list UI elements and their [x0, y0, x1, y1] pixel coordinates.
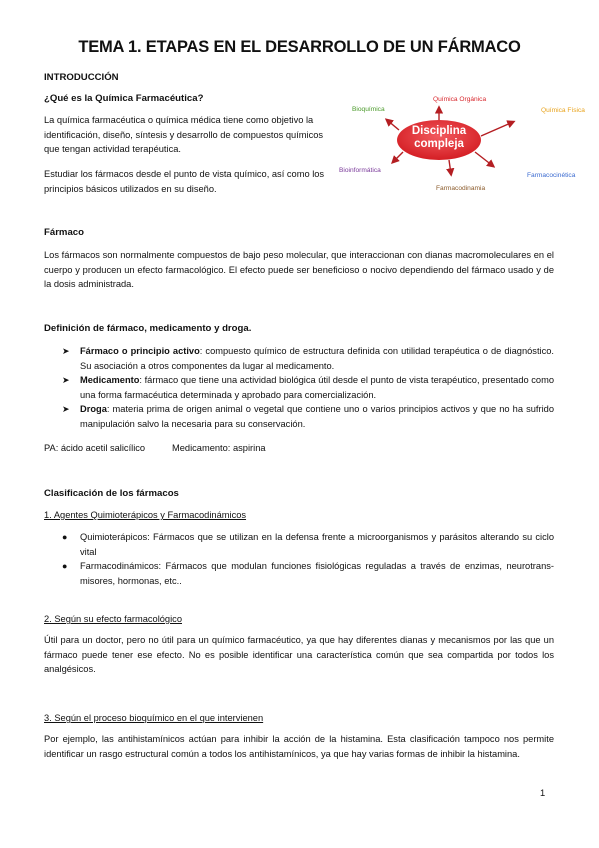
label-farmacodinamia: Farmacodinamia [436, 185, 486, 192]
disciplines-diagram [335, 92, 599, 202]
sec1-item-text: Farmacodinámicos: Fármacos que modulan funciones fisiológicas reguladas a través de enzimas, neurotrans- misores, hormonas, etc.. [80, 561, 554, 586]
label-bioinformatica: Bioinformática [339, 167, 381, 174]
center-label [397, 125, 481, 150]
arrow-down [449, 160, 451, 174]
term-droga: Droga [80, 404, 107, 414]
label-quimica-organica: Química Orgánica [433, 96, 487, 103]
sec2-paragraph: Útil para un doctor, pero no útil para un químico farmacéutico, ya que hay diferentes dianas y mecanismos por las que un fármaco puede tener ese efecto. No es posible identificar una característica común que sea compartida por todos los analgésicos. [44, 635, 554, 674]
sec3-paragraph: Por ejemplo, las antihistamínicos actúan para inhibir la acción de la histamina. Esta clasificación tampoco nos permite identificar un rasgo estructural común a todos los antihistamínicos, ya que hay varias formas de inhibir la histamina. [44, 734, 554, 759]
center-label-line-1: Disciplina [411, 125, 467, 137]
bullet-icon: ● [62, 532, 68, 542]
label-farmacocinetica: Farmacocinética [527, 172, 576, 179]
label-bioquimica: Bioquímica [352, 106, 385, 113]
arrow-bullet-icon: ➤ [62, 404, 70, 414]
intro-paragraph-1: La química farmacéutica o química médica tiene como objetivo la identificación, diseño, síntesis y desarrollo de compuestos químicos que tengan actividad terapéutica. [44, 115, 324, 154]
sec1-item-text: Quimioterápicos: Fármacos que se utilizan en la defensa frente a microorganismos y parásitos alterando su ciclo vital [80, 532, 554, 557]
example-pa: PA: ácido acetil salicílico [44, 443, 146, 453]
label-quimica-fisica: Química Física [541, 107, 585, 114]
sec1-item-farmacodinamicos [62, 559, 554, 588]
page-title: TEMA 1. ETAPAS EN EL DESARROLLO DE UN FÁRMACO [78, 38, 521, 56]
arrow-right [481, 122, 513, 136]
definicion-item-droga [62, 402, 554, 431]
farmaco-paragraph: Los fármacos son normalmente compuestos de bajo peso molecular, que interaccionan con dianas macromoleculares en el cuerpo y producen un efecto farmacológico. El efecto puede ser beneficioso o nocivo dependiendo del fármaco usado y de la dosis administrada. [44, 250, 554, 289]
definicion-heading: Definición de fármaco, medicamento y droga. [44, 323, 252, 334]
sec3-heading: 3. Según el proceso bioquímico en el que intervienen [44, 713, 264, 723]
definicion-item-medicamento [62, 373, 554, 402]
definicion-list [62, 344, 554, 431]
definition-droga: : materia prima de origen animal o vegetal que contiene uno o varios principios activos y que no ha sufrido manipulación salvo la necesaria para su conservación. [80, 404, 554, 429]
sec2-heading: 2. Según su efecto farmacológico [44, 614, 182, 624]
definicion-item-farmaco [62, 344, 554, 373]
bullet-icon: ● [62, 561, 68, 571]
page-number: 1 [540, 788, 546, 798]
intro-paragraph-2: Estudiar los fármacos desde el punto de vista químico, así como los principios básicos utilizados en su diseño. [44, 169, 325, 194]
arrow-down-left [393, 152, 403, 162]
term-medicamento: Medicamento [80, 375, 140, 385]
term-farmaco: Fármaco o principio activo [80, 346, 200, 356]
arrow-down-right [475, 152, 493, 166]
definition-medicamento: : fármaco que tiene una actividad biológica útil desde el punto de vista terapéutico, presentado como una forma farmacéutica determinada y aprobado para comercialización. [80, 375, 554, 400]
example-medicamento: Medicamento: aspirina [172, 443, 266, 453]
definition-farmaco: : compuesto químico de estructura definida con utilidad terapéutica o de diagnóstico. Su asociación a otros componentes da lugar al medicamento. [80, 346, 554, 371]
center-label-line-2: compleja [414, 137, 464, 150]
sec1-heading: 1. Agentes Quimioterápicos y Farmacodinámicos [44, 510, 247, 520]
farmaco-heading: Fármaco [44, 227, 84, 238]
clasificacion-heading: Clasificación de los fármacos [44, 488, 179, 499]
intro-question: ¿Qué es la Química Farmacéutica? [44, 93, 204, 104]
intro-heading: INTRODUCCIÓN [44, 72, 119, 83]
arrow-bullet-icon: ➤ [62, 375, 70, 385]
sec1-item-quimioterapicos [62, 530, 554, 559]
arrow-bullet-icon: ➤ [62, 346, 70, 356]
sec1-list [62, 530, 554, 588]
